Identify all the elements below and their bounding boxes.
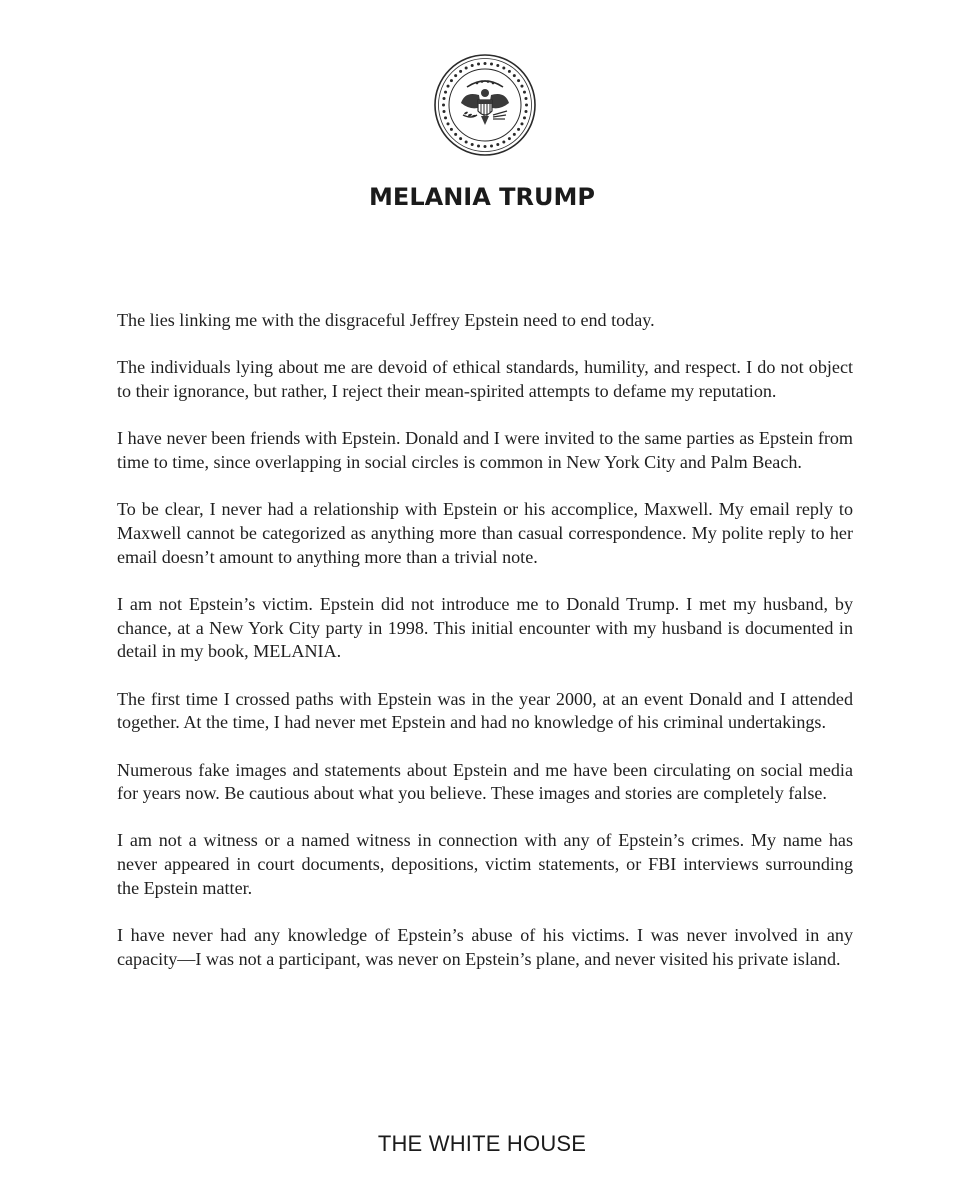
statement-paragraph: I am not Epstein’s victim. Epstein did not introduce me to Donald Trump. I met my husband, by chance, at a New York City party in 1998. This initial encounter with my husband is documented in detail in my book, MELANIA.: [117, 593, 853, 662]
seal-star: [508, 70, 511, 73]
seal-star: [520, 122, 523, 125]
seal-star: [459, 137, 462, 140]
statement-paragraph: The lies linking me with the disgraceful Jeffrey Epstein need to end today.: [117, 310, 655, 330]
seal-star: [513, 133, 516, 136]
seal-star: [524, 110, 527, 113]
seal-star: [502, 140, 505, 143]
seal-star: [517, 79, 520, 82]
seal-star: [523, 91, 526, 94]
letterhead-name: MELANIA TRUMP: [369, 183, 595, 211]
footer-white-house: THE WHITE HOUSE: [377, 1131, 587, 1156]
seal-star: [454, 133, 457, 136]
seal-star: [450, 128, 453, 131]
seal-star: [450, 79, 453, 82]
statement-paragraph: I have never been friends with Epstein. Donald and I were invited to the same parties as Epstein from time to time, since overlapping in social circles is common in New York City and Palm Beach.: [117, 428, 853, 472]
seal-star: [442, 104, 445, 107]
seal-star: [517, 128, 520, 131]
statement-paragraph: I have never had any knowledge of Epstein’s abuse of his victims. I was never involved in any capacity—I was not a participant, was never on Epstein’s plane, and never visited his private island.: [117, 925, 853, 969]
seal-star: [523, 116, 526, 119]
seal-star: [443, 110, 446, 113]
statement-paragraph: The individuals lying about me are devoid of ethical standards, humility, and respect. I do not object to their ignorance, but rather, I reject their mean-spirited attempts to defame my reputation.: [117, 357, 853, 401]
seal-star: [496, 143, 499, 146]
seal-star: [524, 97, 527, 100]
seal-star: [443, 97, 446, 100]
seal-star: [471, 64, 474, 67]
seal-star: [471, 143, 474, 146]
seal-star: [477, 144, 480, 147]
seal-star: [502, 67, 505, 70]
seal-star: [490, 63, 493, 66]
statement-body: [117, 309, 853, 995]
seal-star: [525, 104, 528, 107]
seal-star: [444, 116, 447, 119]
seal-star: [477, 63, 480, 66]
seal-star: [447, 122, 450, 125]
seal-star: [490, 144, 493, 147]
seal-star: [454, 74, 457, 77]
statement-paragraph: To be clear, I never had a relationship with Epstein or his accomplice, Maxwell. My email reply to Maxwell cannot be categorized as anything more than casual correspondence. My polite reply to her email doesn’t amount to anything more than a trivial note.: [117, 499, 853, 567]
seal-star: [444, 91, 447, 94]
seal-star: [447, 85, 450, 88]
seal-star: [520, 85, 523, 88]
statement-paragraph: I am not a witness or a named witness in connection with any of Epstein’s crimes. My name has never appeared in court documents, depositions, victim statements, or FBI interviews surrounding the Epstein matter.: [117, 830, 853, 898]
presidential-seal-icon: [433, 53, 537, 157]
statement-paragraph: The first time I crossed paths with Epstein was in the year 2000, at an event Donald and I attended together. At the time, I had never met Epstein and had no knowledge of his criminal undertakings.: [117, 688, 853, 733]
statement-paragraph: Numerous fake images and statements about Epstein and me have been circulating on social media for years now. Be cautious about what you believe. These images and stories are completely false.: [117, 759, 853, 804]
seal-star: [465, 67, 468, 70]
seal-star: [459, 70, 462, 73]
seal-star: [465, 140, 468, 143]
seal-star: [496, 64, 499, 67]
seal-star: [508, 137, 511, 140]
seal-star: [484, 62, 487, 65]
seal-star: [513, 74, 516, 77]
seal-star: [484, 145, 487, 148]
